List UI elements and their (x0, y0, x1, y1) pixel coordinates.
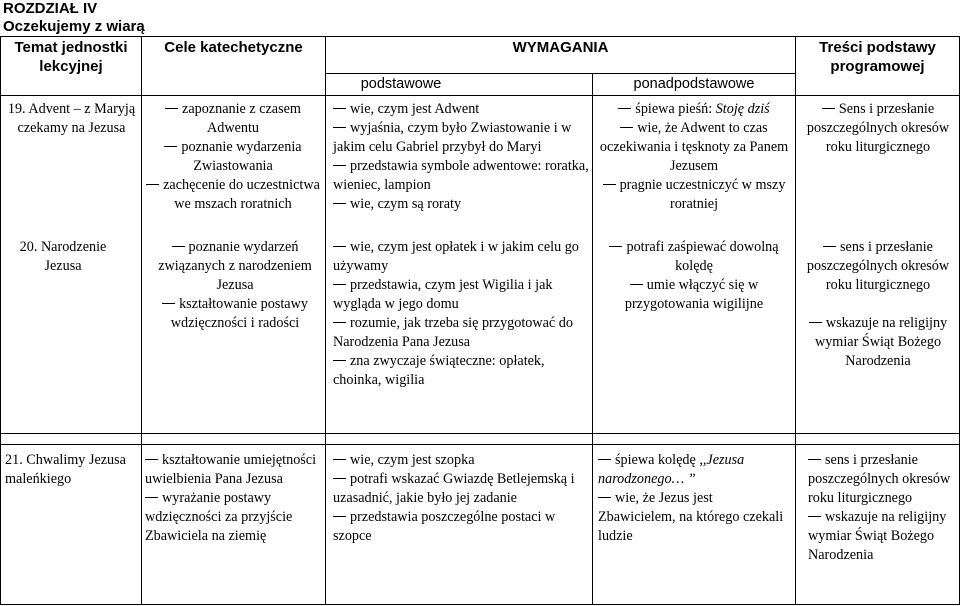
advanced-song-title: Stoję dziś (715, 101, 770, 117)
row-20-advanced (596, 238, 792, 314)
basic-item: przedstawia poszczególne postaci w szopce (333, 508, 590, 546)
basic-item: przedstawia symbole adwentowe: roratka, wieniec, lampion (333, 158, 589, 193)
basic-item: wie, czym jest szopka (333, 451, 590, 470)
goal-item: kształtowanie postawy wdzięczności i radości (150, 295, 320, 333)
col-border-4 (795, 36, 796, 605)
header-advanced: ponadpodstawowe (633, 76, 755, 92)
col-border-1 (141, 36, 142, 605)
col-border-3 (592, 73, 593, 605)
program-item: Sens i przesłanie poszczególnych okresów roku liturgicznego (800, 100, 956, 157)
row-20-basic (333, 238, 590, 390)
table-border-header-bottom (0, 95, 960, 96)
advanced-song-prefix: śpiewa pieśń: (635, 101, 716, 117)
row-19-basic (333, 100, 590, 214)
row-21-program (808, 451, 958, 565)
row-21-topic: 21. Chwalimy Jezusa maleńkiego (5, 452, 126, 487)
header-topic: Temat jednostki lekcyjnej (14, 39, 128, 75)
advanced-item: umie włączyć się w przygotowania wigilijne (596, 276, 792, 314)
table-border-row-gap-top (0, 433, 960, 434)
row-21-basic (333, 451, 590, 546)
goal-item: kształtowanie umiejętności uwielbienia Pana Jezusa (145, 451, 323, 489)
program-item: wskazuje na religijny wymiar Świąt Bożego Narodzenia (800, 314, 956, 371)
program-item: wskazuje na religijny wymiar Świąt Bożego Narodzenia (808, 508, 958, 565)
col-border-0 (0, 36, 1, 605)
advanced-item (598, 451, 792, 489)
row-20-goals (150, 238, 320, 333)
basic-item: przedstawia, czym jest Wigilia i jak wygląda w jego domu (333, 276, 590, 314)
advanced-song-prefix: śpiewa kolędę (615, 452, 700, 468)
advanced-song-title: ,,Jezusa narodzonego… ” (598, 452, 745, 487)
goal-item: poznanie wydarzenia Zwiastowania (144, 138, 322, 176)
goal-item: zachęcenie do uczestnictwa we mszach roratnich (144, 176, 322, 214)
table-border-row-gap-bottom (0, 444, 960, 445)
header-program: Treści podstawy programowej (819, 39, 936, 75)
advanced-item: pragnie uczestniczyć w mszy roratniej (596, 176, 792, 214)
basic-item: rozumie, jak trzeba się przygotować do Narodzenia Pana Jezusa (333, 314, 590, 352)
row-19-program (800, 100, 956, 157)
basic-item: potrafi wskazać Gwiazdę Betlejemską i uzasadnić, jakie było jej zadanie (333, 470, 590, 508)
advanced-item (596, 100, 792, 119)
goal-item: poznanie wydarzeń związanych z narodzeniem Jezusa (150, 238, 320, 295)
table-border-top (0, 36, 960, 37)
basic-item: zna zwyczaje świąteczne: opłatek, choinka, wigilia (333, 352, 590, 390)
advanced-item: wie, że Adwent to czas oczekiwania i tęsknoty za Panem Jezusem (596, 119, 792, 176)
col-border-2 (325, 36, 326, 605)
row-19-advanced (596, 100, 792, 214)
basic-item: wie, czym jest opłatek i w jakim celu go używamy (333, 238, 590, 276)
basic-item: wie, czym jest Adwent (333, 100, 590, 119)
goal-item: zapoznanie z czasem Adwentu (144, 100, 322, 138)
table-border-subheader (325, 73, 795, 74)
basic-item: wie, czym są roraty (333, 195, 590, 214)
chapter-subtitle: Oczekujemy z wiarą (3, 18, 145, 35)
header-basic: podstawowe (360, 76, 442, 92)
program-item: sens i przesłanie poszczególnych okresów roku liturgicznego (808, 451, 958, 508)
advanced-item: potrafi zaśpiewać dowolną kolędę (596, 238, 792, 276)
row-20-program (800, 238, 956, 371)
program-item: sens i przesłanie poszczególnych okresów roku liturgicznego (800, 238, 956, 295)
row-20-topic: 20. Narodzenie Jezusa (19, 239, 107, 274)
advanced-item: wie, że Jezus jest Zbawicielem, na którego czekali ludzie (598, 489, 792, 546)
row-19-topic: 19. Advent – z Maryją czekamy na Jezusa (7, 101, 136, 136)
header-requirements: WYMAGANIA (512, 39, 609, 56)
chapter-title: ROZDZIAŁ IV (3, 0, 98, 17)
row-21-advanced (598, 451, 792, 546)
goal-item: wyrażanie postawy wdzięczności za przyjście Zbawiciela na ziemię (145, 489, 323, 546)
basic-item: wyjaśnia, czym było Zwiastowanie i w jakim celu Gabriel przybył do Maryi (333, 119, 590, 157)
row-19-goals (144, 100, 322, 214)
row-21-goals (145, 451, 323, 546)
header-goals: Cele katechetyczne (164, 39, 303, 56)
table-border-bottom (0, 604, 960, 605)
